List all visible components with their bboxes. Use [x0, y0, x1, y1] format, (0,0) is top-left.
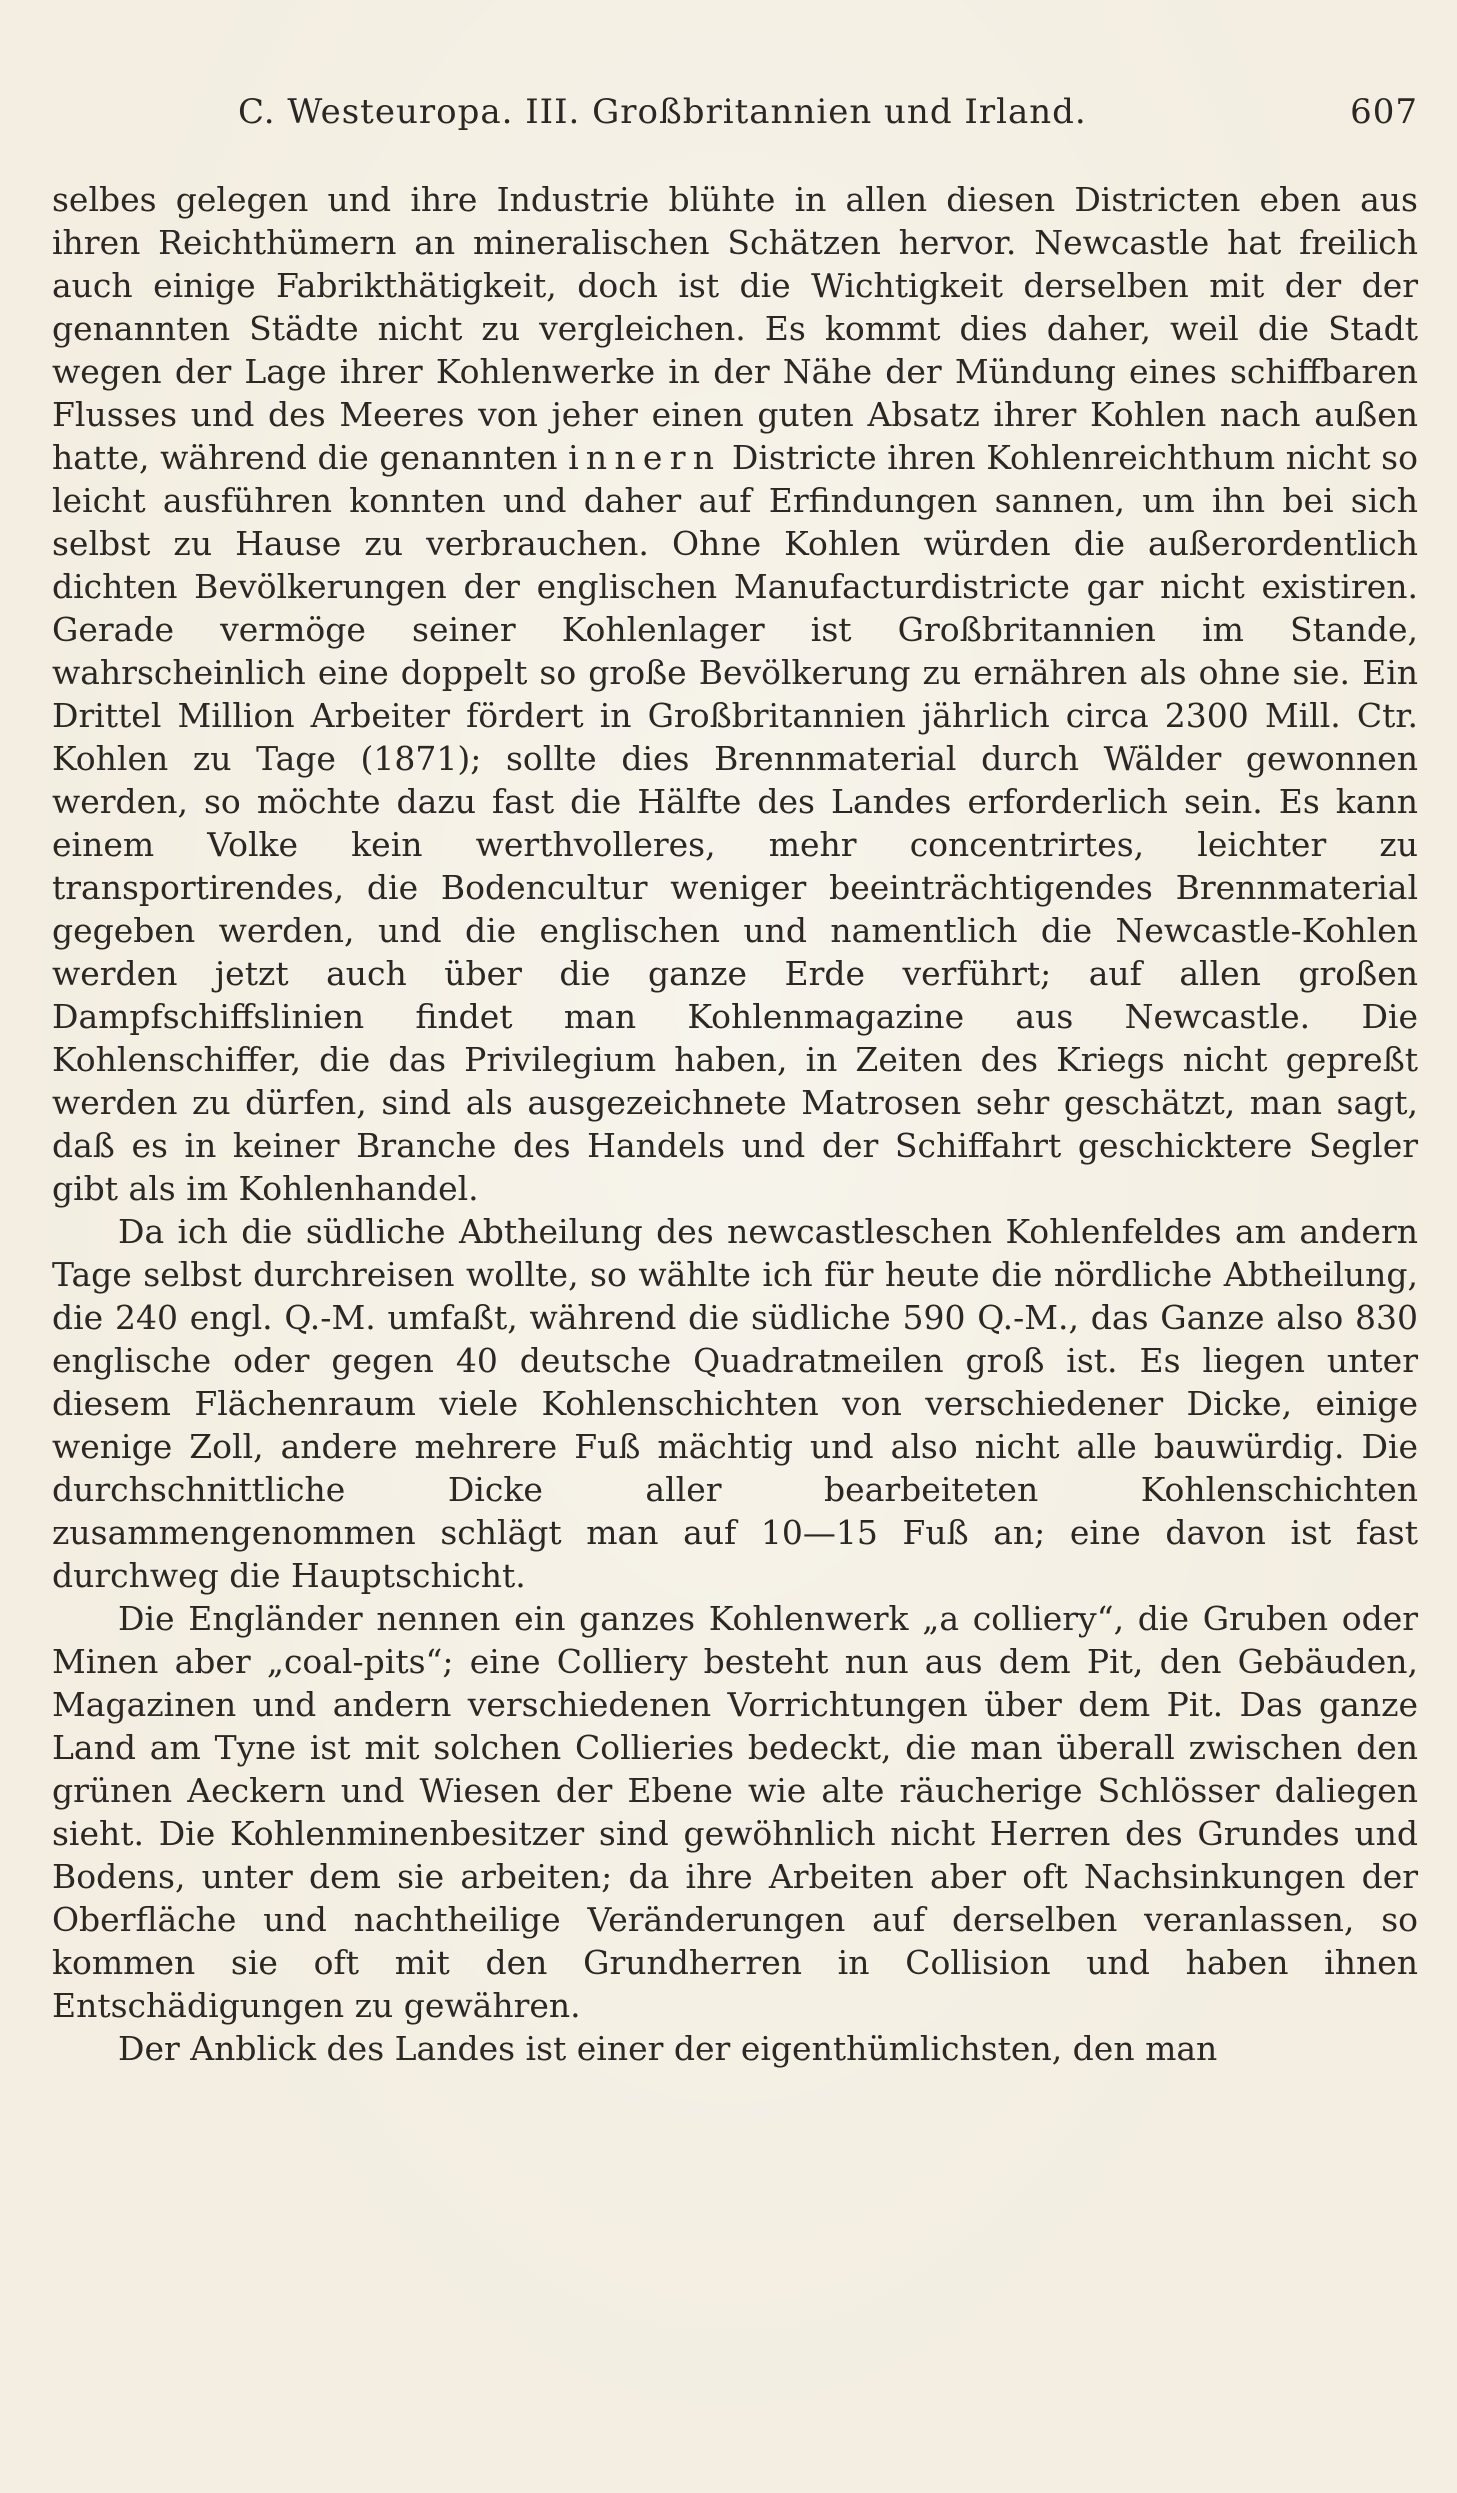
emphasized-word: innern: [568, 438, 722, 477]
paragraph-1: [52, 178, 1418, 1210]
paragraph-1-text-a: selbes gelegen und ihre Industrie blühte in allen diesen Districten eben aus ihren Reichthümern an mineralischen Schätzen hervor. Newcastle hat freilich auch einige Fabrikthätigkeit, doch ist die Wichtigkeit derselben mit der der genannten Städte nicht zu vergleichen. Es kommt dies daher, weil die Stadt wegen der Lage ihrer Kohlenwerke in der Nähe der Mündung eines schiffbaren Flusses und des Meeres von jeher einen guten Absatz ihrer Kohlen nach außen hatte, während die genannten: [52, 180, 1418, 477]
paragraph-4: [52, 2027, 1418, 2070]
paragraph-2-text: Da ich die südliche Abtheilung des newcastleschen Kohlenfeldes am andern Tage selbst durchreisen wollte, so wählte ich für heute die nördliche Abtheilung, die 240 engl. Q.-M. umfaßt, während die südliche 590 Q.-M., das Ganze also 830 englische oder gegen 40 deutsche Quadratmeilen groß ist. Es liegen unter diesem Flächenraum viele Kohlenschichten von verschiedener Dicke, einige wenige Zoll, andere mehrere Fuß mächtig und also nicht alle bauwürdig. Die durchschnittliche Dicke aller bearbeiteten Kohlenschichten zusammengenommen schlägt man auf 10—15 Fuß an; eine davon ist fast durchweg die Hauptschicht.: [52, 1212, 1418, 1595]
page-header: [238, 92, 1418, 152]
body-text: [52, 178, 1418, 2070]
running-title: C. Westeuropa. III. Großbritannien und Irland.: [238, 92, 1087, 132]
paragraph-2: [52, 1210, 1418, 1597]
page-number: 607: [1350, 92, 1418, 132]
paragraph-4-text: Der Anblick des Landes ist einer der eigenthümlichsten, den man: [118, 2029, 1218, 2068]
paragraph-1-text-b: Districte ihren Kohlenreichthum nicht so leicht ausführen konnten und daher auf Erfindungen sannen, um ihn bei sich selbst zu Hause zu verbrauchen. Ohne Kohlen würden die außerordentlich dichten Bevölkerungen der englischen Manufacturdistricte gar nicht existiren. Gerade vermöge seiner Kohlenlager ist Großbritannien im Stande, wahrscheinlich eine doppelt so große Bevölkerung zu ernähren als ohne sie. Ein Drittel Million Arbeiter fördert in Großbritannien jährlich circa 2300 Mill. Ctr. Kohlen zu Tage (1871); sollte dies Brennmaterial durch Wälder gewonnen werden, so möchte dazu fast die Hälfte des Landes erforderlich sein. Es kann einem Volke kein werthvolleres, mehr concentrirtes, leichter zu transportirendes, die Bodencultur weniger beeinträchtigendes Brennmaterial gegeben werden, und die englischen und namentlich die Newcastle-Kohlen werden jetzt auch über die ganze Erde verführt; auf allen großen Dampfschiffslinien findet man Kohlenmagazine aus Newcastle. Die Kohlenschiffer, die das Privilegium haben, in Zeiten des Kriegs nicht gepreßt werden zu dürfen, sind als ausgezeichnete Matrosen sehr geschätzt, man sagt, daß es in keiner Branche des Handels und der Schiffahrt geschicktere Segler gibt als im Kohlenhandel.: [52, 438, 1418, 1208]
paragraph-3: [52, 1597, 1418, 2027]
paragraph-3-text: Die Engländer nennen ein ganzes Kohlenwerk „a colliery“, die Gruben oder Minen aber „coal-pits“; eine Colliery besteht nun aus dem Pit, den Gebäuden, Magazinen und andern verschiedenen Vorrichtungen über dem Pit. Das ganze Land am Tyne ist mit solchen Collieries bedeckt, die man überall zwischen den grünen Aeckern und Wiesen der Ebene wie alte räucherige Schlösser daliegen sieht. Die Kohlenminenbesitzer sind gewöhnlich nicht Herren des Grundes und Bodens, unter dem sie arbeiten; da ihre Arbeiten aber oft Nachsinkungen der Oberfläche und nachtheilige Veränderungen auf derselben veranlassen, so kommen sie oft mit den Grundherren in Collision und haben ihnen Entschädigungen zu gewähren.: [52, 1599, 1418, 2025]
